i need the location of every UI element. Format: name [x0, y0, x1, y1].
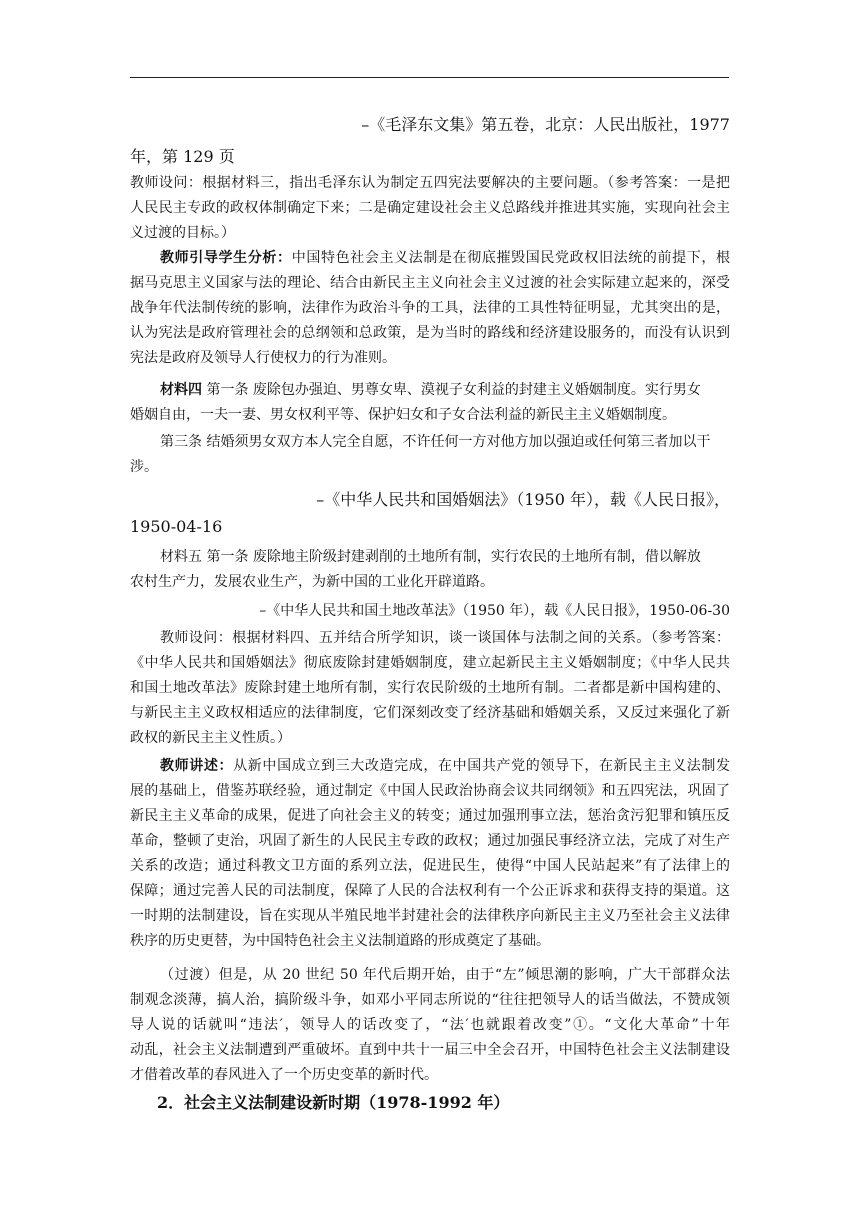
material-five-line: 材料五 第一条 废除地主阶级封建剥削的土地所有制，实行农民的土地所有制，借以解放 [160, 549, 701, 565]
marriage-law-source: –《中华人民共和国婚姻法》（1950 年），载《人民日报》， [316, 490, 730, 509]
guide-paragraph-line: 战争年代法制传统的影响，法律作为政治斗争的工具，法律的工具性特征明显，尤其突出的是， [130, 300, 730, 316]
guide-label: 教师引导学生分析： [160, 250, 292, 266]
material-four-text: 第一条 废除包办强迫、男尊女卑、漠视子女利益的封建主义婚姻制度。实行男女 [202, 382, 701, 398]
lecture-text: 从新中国成立到三大改造完成，在中国共产党的领导下，在新民主主义法制发 [233, 758, 731, 774]
guide-paragraph-line [160, 247, 730, 267]
lecture-paragraph-line: 秩序的历史更替，为中国特色社会主义法制道路的形成奠定了基础。 [130, 933, 550, 949]
lecture-paragraph-line [160, 755, 730, 775]
teacher-question-line: 与新民主主义政权相适应的法律制度，它们深刻改变了经济基础和婚姻关系，又反过来强化了新 [130, 705, 730, 721]
transition-paragraph-line: 动乱，社会主义法制遭到严重破坏。直到中共十一届三中全会召开，中国特色社会主义法制建设 [130, 1042, 730, 1058]
guide-paragraph-line: 据马克思主义国家与法的理论、结合由新民主主义向社会主义过渡的社会实际建立起来的，深受 [130, 275, 730, 291]
transition-paragraph-line: 制观念淡薄，搞人治，搞阶级斗争，如邓小平同志所说的“往往把领导人的话当做法，不赞成领 [130, 992, 730, 1008]
transition-paragraph-line: 才借着改革的春风进入了一个历史变革的新时代。 [130, 1067, 438, 1083]
lecture-paragraph-line: 关系的改造；通过科教文卫方面的系列立法，促进民生，使得“中国人民站起来”有了法律上的 [130, 858, 730, 874]
marriage-law-source-date: 1950-04-16 [130, 517, 223, 536]
lecture-paragraph-line: 一时期的法制建设，旨在实现从半殖民地半封建社会的法律秩序向新民主主义乃至社会主义法律 [130, 908, 730, 924]
guide-paragraph-line: 宪法是政府及领导人行使权力的行为准则。 [130, 350, 396, 366]
material-four-article-three: 第三条 结婚须男女双方本人完全自愿，不许任何一方对他方加以强迫或任何第三者加以干 [160, 434, 711, 450]
source-citation-cont: 年，第 129 页 [130, 147, 235, 166]
transition-paragraph-line: （过渡）但是，从 20 世纪 50 年代后期开始，由于“左”倾思潮的影响，广大干部群众法 [160, 967, 730, 983]
guide-paragraph-line: 认为宪法是政府管理社会的总纲领和总政策，是为当时的路线和经济建设服务的，而没有认识到 [130, 325, 730, 341]
material-four-line: 涉。 [130, 459, 158, 475]
lecture-paragraph-line: 展的基础上，借鉴苏联经验，通过制定《中国人民政治协商会议共同纲领》和五四宪法，巩固了 [130, 783, 730, 799]
material-four-label: 材料四 [160, 382, 202, 398]
material-four-line [160, 379, 730, 399]
transition-paragraph-line: 导人说的话就叫“违法′，领导人的话改变了，“法′也就跟着改变”①。“文化大革命”十年 [130, 1017, 730, 1033]
material-four-line: 婚姻自由，一夫一妻、男女权利平等、保护妇女和子女合法利益的新民主主义婚姻制度。 [130, 407, 676, 423]
teacher-question-line: 教师设问：根据材料四、五并结合所学知识，谈一谈国体与法制之间的关系。（参考答案： [160, 630, 730, 646]
land-reform-law-source: –《中华人民共和国土地改革法》（1950 年），载《人民日报》，1950-06-30 [259, 603, 730, 619]
lecture-paragraph-line: 革命，整顿了吏治，巩固了新生的人民民主专政的政权；通过加强民事经济立法，完成了对生产 [130, 833, 730, 849]
lecture-label: 教师讲述： [160, 758, 234, 774]
teacher-question-line: 《中华人民共和国婚姻法》彻底废除封建婚姻制度，建立起新民主主义婚姻制度；《中华人民共 [130, 655, 730, 671]
teacher-question-line: 政权的新民主主义性质。） [130, 730, 291, 746]
teacher-question-line: 和国土地改革法》废除封建土地所有制，实行农民阶级的土地所有制。二者都是新中国构建的、 [130, 680, 730, 696]
teacher-question-line: 义过渡的目标。） [130, 225, 235, 241]
teacher-question-line: 教师设问：根据材料三，指出毛泽东认为制定五四宪法要解决的主要问题。（参考答案：一是把 [130, 175, 730, 191]
section-heading: 2．社会主义法制建设新时期（1978-1992 年） [157, 1093, 510, 1112]
lecture-paragraph-line: 保障；通过完善人民的司法制度，保障了人民的合法权利有一个公正诉求和获得支持的渠道。这 [130, 883, 730, 899]
teacher-question-line: 人民民主专政的政权体制确定下来；二是确定建设社会主义总路线并推进其实施，实现向社会主 [130, 200, 730, 216]
material-five-line: 农村生产力，发展农业生产，为新中国的工业化开辟道路。 [130, 574, 494, 590]
header-rule [130, 77, 729, 78]
guide-text: 中国特色社会主义法制是在彻底摧毁国民党政权旧法统的前提下，根 [291, 250, 731, 266]
lecture-paragraph-line: 新民主主义革命的成果，促进了向社会主义的转变；通过加强刑事立法，惩治贪污犯罪和镇压反 [130, 808, 730, 824]
source-citation: –《毛泽东文集》第五卷，北京：人民出版社，1977 [361, 115, 730, 134]
